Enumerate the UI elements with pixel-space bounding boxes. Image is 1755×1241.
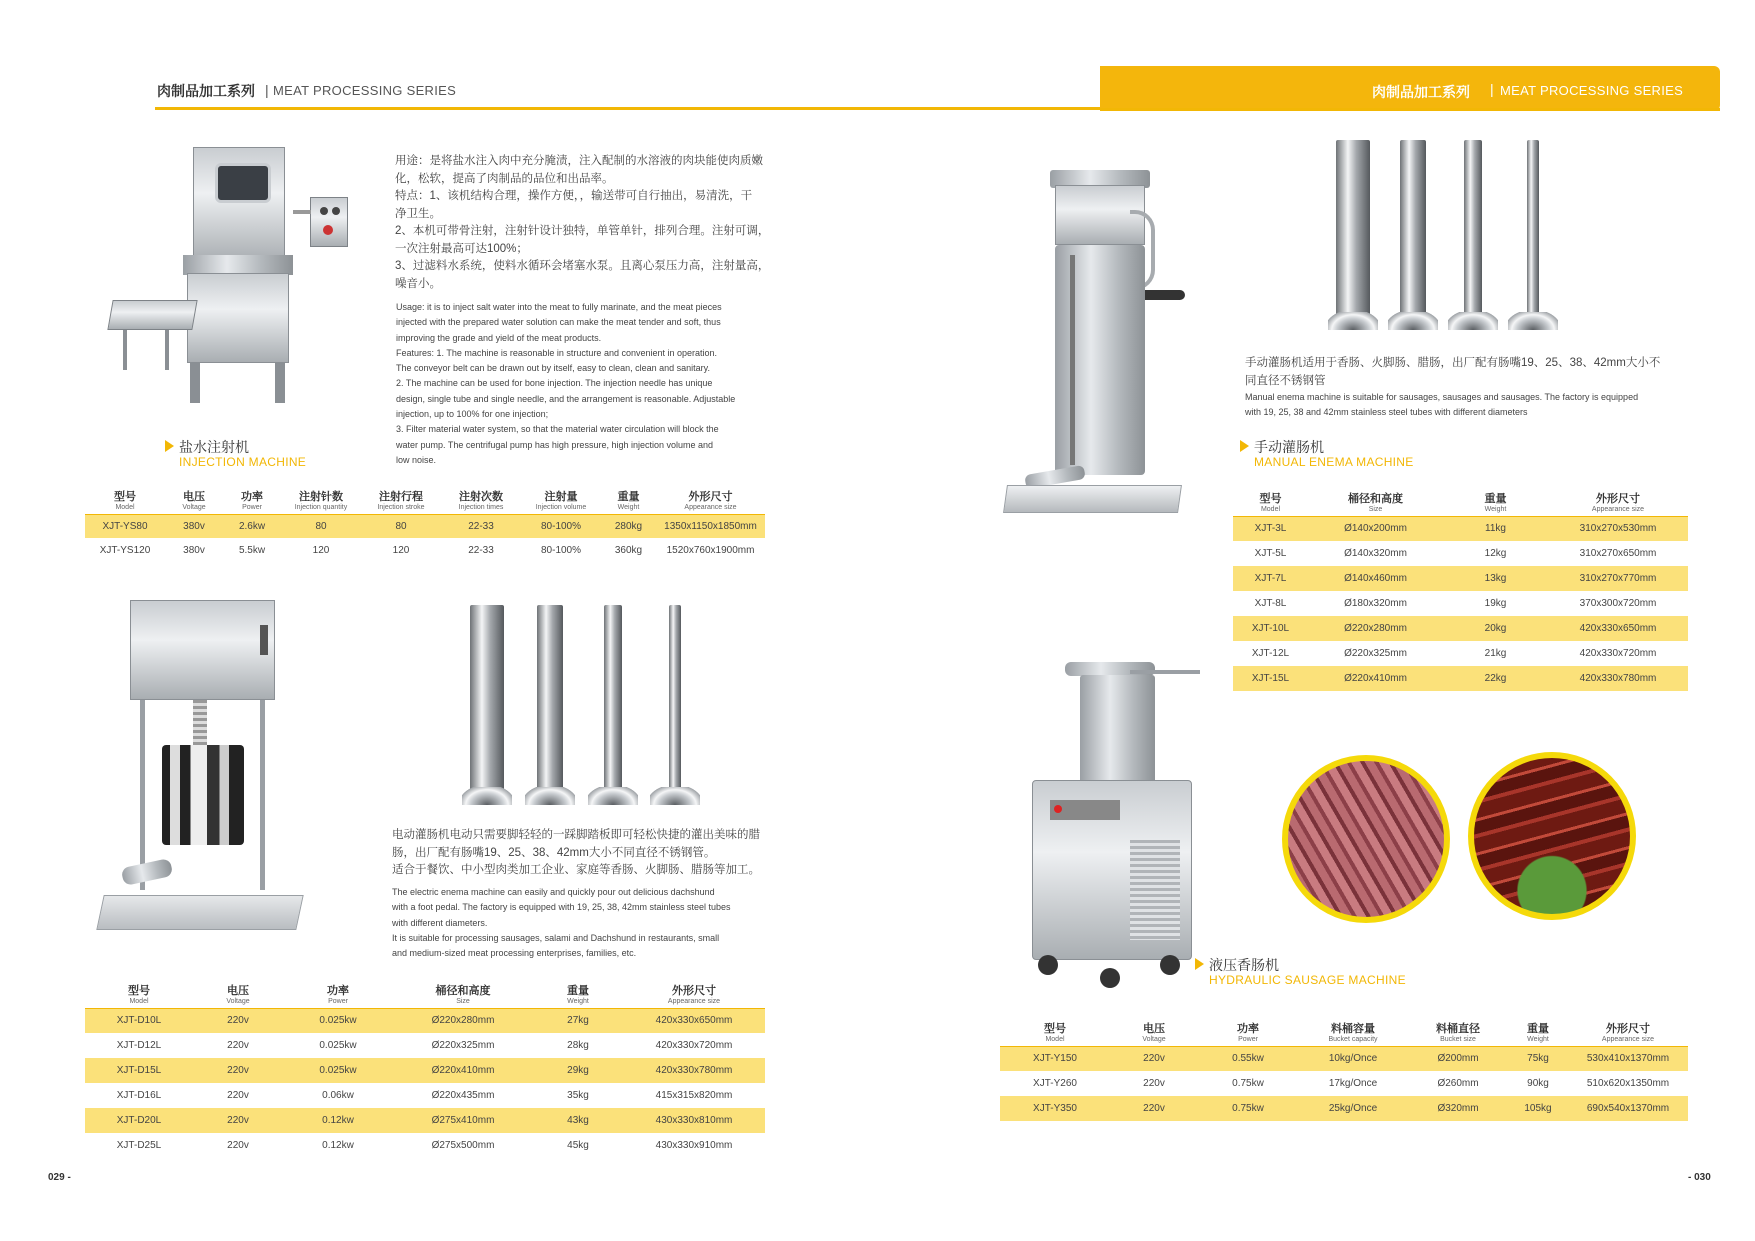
desc-line: The conveyor belt can be drawn out by itself, easy to clean, clean and sanitary.	[396, 363, 711, 374]
table-cell: 420x330x780mm	[623, 1058, 765, 1083]
column-header	[1233, 490, 1308, 516]
column-header	[223, 484, 281, 514]
table-cell: 220v	[193, 1108, 283, 1133]
column-header-cn: 外形尺寸	[1596, 492, 1640, 505]
column-header-en: Size	[456, 997, 470, 1005]
table-cell: Ø220x325mm	[1344, 648, 1407, 659]
column-header	[1198, 1020, 1298, 1046]
column-header	[1508, 1020, 1568, 1046]
column-header-cn: 电压	[227, 984, 249, 997]
table-cell: XJT-7L	[1233, 566, 1308, 591]
left-page-header	[155, 80, 1105, 110]
table-cell: 13kg	[1443, 566, 1548, 591]
column-header-cn: 重量	[1484, 492, 1507, 505]
table-cell: XJT-15L	[1233, 666, 1308, 691]
table-cell: XJT-YS120	[99, 544, 151, 556]
table-cell: XJT-5L	[1254, 548, 1287, 559]
table-cell: 0.75kw	[1232, 1078, 1264, 1089]
table-cell: 90kg	[1527, 1078, 1549, 1089]
table-cell: 5.5kw	[238, 544, 266, 556]
table-cell: 420x330x780mm	[1548, 666, 1688, 691]
table-cell: 75kg	[1508, 1046, 1568, 1071]
table-cell: 1350x1150x1850mm	[656, 514, 765, 538]
table-cell: 420x330x720mm	[1579, 648, 1657, 659]
table-cell: 0.12kw	[283, 1108, 393, 1133]
table-cell: 27kg	[533, 1008, 623, 1033]
column-header	[623, 982, 765, 1008]
desc-line: 一次注射最高可达100%；	[395, 242, 528, 255]
table-cell: 0.025kw	[283, 1008, 393, 1033]
table-cell: XJT-12L	[1251, 648, 1290, 659]
injection-title	[165, 437, 365, 477]
desc-line: 手动灌肠机适用于香肠、火脚肠、腊肠，出厂配有肠嘴19、25、38、42mm大小不	[1245, 357, 1661, 369]
desc-line: with 19, 25, 38 and 42mm stainless steel tubes with different diameters	[1245, 407, 1528, 418]
column-header	[85, 982, 193, 1008]
column-header-en: Voltage	[182, 503, 206, 511]
column-header-en: Injection volume	[535, 503, 587, 511]
table-cell: Ø220x410mm	[1308, 666, 1443, 691]
header-separator: |	[1490, 81, 1494, 97]
desc-line: The electric enema machine can easily and quickly pour out delicious dachshund	[392, 887, 715, 897]
column-header	[85, 484, 165, 514]
column-header-en: Appearance size	[1601, 1035, 1655, 1043]
table-cell: 370x300x720mm	[1579, 598, 1657, 609]
table-cell: 530x410x1370mm	[1568, 1046, 1688, 1071]
table-cell: 310x270x650mm	[1579, 548, 1657, 559]
hydraulic-title	[1195, 955, 1475, 995]
table-row	[1000, 1071, 1688, 1096]
table-cell: 25kg/Once	[1298, 1096, 1408, 1121]
column-header-en: Size	[1368, 505, 1383, 513]
table-cell: 11kg	[1443, 516, 1548, 541]
table-cell: XJT-Y260	[1033, 1078, 1077, 1089]
column-header-en: Bucket capacity	[1328, 1035, 1378, 1043]
table-cell: 28kg	[567, 1040, 589, 1051]
nozzle-image	[525, 605, 575, 805]
desc-line: 净卫生。	[395, 207, 441, 220]
table-row	[85, 1033, 765, 1058]
table-cell: 220v	[1110, 1096, 1198, 1121]
column-header-en: Weight	[617, 503, 640, 511]
column-header-en: Appearance size	[1591, 505, 1645, 513]
table-cell: XJT-10L	[1233, 616, 1308, 641]
table-cell: 1520x760x1900mm	[666, 544, 755, 556]
column-header-cn: 桶径和高度	[435, 984, 491, 997]
sausage-photo-1	[1282, 755, 1450, 923]
table-cell: 12kg	[1484, 548, 1507, 559]
table-cell: 29kg	[533, 1058, 623, 1083]
column-header-en: Model	[1045, 1035, 1065, 1043]
desc-line: Usage: it is to inject salt water into the meat to fully marinate, and the meat pieces	[396, 302, 722, 312]
table-cell: 420x330x650mm	[1548, 616, 1688, 641]
column-header-cn: 桶径和高度	[1348, 492, 1403, 505]
desc-line: 适合于餐饮、中小型肉类加工企业、家庭等香肠、火脚肠、腊肠等加工。	[392, 864, 760, 876]
table-row	[1000, 1046, 1688, 1071]
column-header-cn: 型号	[1259, 492, 1282, 505]
column-header-cn: 功率	[241, 490, 263, 503]
column-header	[393, 982, 533, 1008]
table-cell: XJT-D16L	[116, 1090, 162, 1101]
column-header-en: Weight	[1484, 505, 1507, 513]
header-rule	[1100, 108, 1720, 111]
table-cell: 430x330x910mm	[655, 1140, 733, 1151]
column-header	[1568, 1020, 1688, 1046]
column-header-en: Appearance size	[684, 503, 737, 511]
column-header-en: Appearance size	[667, 997, 721, 1005]
table-cell: Ø220x435mm	[431, 1090, 495, 1101]
injection-machine-image	[105, 145, 375, 415]
table-cell: 0.55kw	[1198, 1046, 1298, 1071]
page-number-left: 029 -	[48, 1172, 71, 1183]
table-cell: 120	[312, 544, 330, 556]
desc-line: injection, up to 100% for one injection;	[396, 409, 549, 420]
column-header-en: Voltage	[1142, 1035, 1166, 1043]
desc-line: injected with the prepared water solution can make the meat tender and soft, thus	[396, 317, 721, 328]
page-number-right: - 030	[1688, 1172, 1711, 1183]
desc-line: 3、过滤料水系统，使料水循环会堵塞水泵。且离心泵压力高，注射量高，	[395, 260, 770, 272]
table-cell: 220v	[193, 1008, 283, 1033]
column-header	[601, 484, 656, 514]
manual-description-en	[1245, 390, 1715, 421]
table-cell: 415x315x820mm	[655, 1090, 733, 1101]
header-title-cn: 肉制品加工系列	[1372, 84, 1470, 100]
desc-line: 用途：是将盐水注入肉中充分腌渍，注入配制的水溶液的肉块能使肉质嫩	[395, 155, 763, 167]
nozzle-image	[1508, 140, 1558, 330]
column-header-en: Model	[1260, 505, 1281, 513]
table-cell: 510x620x1350mm	[1586, 1078, 1670, 1089]
table-row	[85, 514, 765, 538]
desc-line: 电动灌肠机电动只需要脚轻轻的一踩脚踏板即可轻松快捷的灌出美味的腊	[392, 829, 760, 841]
desc-line: 2、本机可带骨注射，注射针设计独特，单管单针，排列合理。注射可调，	[395, 225, 770, 237]
electric-enema-machine-image	[100, 595, 320, 950]
table-row	[85, 1133, 765, 1158]
column-header-en: Bucket size	[1440, 1035, 1476, 1043]
table-cell: 19kg	[1484, 598, 1507, 609]
table-cell: Ø220x325mm	[431, 1040, 495, 1051]
column-header	[1443, 490, 1548, 516]
table-row	[85, 1058, 765, 1083]
table-row	[85, 1083, 765, 1108]
product-title-en: INJECTION MACHINE	[179, 455, 307, 469]
table-cell: Ø200mm	[1408, 1046, 1508, 1071]
column-header	[281, 484, 361, 514]
desc-line: Features: 1. The machine is reasonable in structure and convenient in operation.	[396, 347, 718, 358]
column-header	[1548, 490, 1688, 516]
column-header	[193, 982, 283, 1008]
table-cell: 17kg/Once	[1328, 1078, 1378, 1089]
column-header-en: Weight	[567, 997, 589, 1005]
product-title-en: MANUAL ENEMA MACHINE	[1254, 455, 1414, 469]
table-cell: 380v	[165, 514, 223, 538]
table-cell: Ø140x460mm	[1308, 566, 1443, 591]
electric-spec-table	[85, 982, 765, 1158]
table-cell: XJT-D20L	[85, 1108, 193, 1133]
injection-description-en	[396, 300, 788, 468]
desc-line: 化，松软，提高了肉制品的品位和出品率。	[395, 172, 614, 185]
table-cell: Ø320mm	[1408, 1096, 1508, 1121]
table-cell: Ø220x410mm	[393, 1058, 533, 1083]
column-header-cn: 型号	[1044, 1022, 1066, 1035]
table-cell: XJT-D15L	[85, 1058, 193, 1083]
desc-line: 2. The machine can be used for bone injection. The injection needle has unique	[396, 378, 713, 389]
right-page-header	[1100, 66, 1720, 111]
desc-line: 特点：1、该机结构合理，操作方便，，输送带可自行抽出，易清洗，干	[395, 190, 753, 202]
manual-description-cn	[1245, 355, 1705, 390]
column-header-en: Injection quantity	[294, 503, 348, 511]
column-header	[1000, 1020, 1110, 1046]
column-header-en: Power	[242, 503, 262, 511]
table-cell: 220v	[227, 1140, 249, 1151]
desc-line: It is suitable for processing sausages, salami and Dachshund in restaurants, small	[392, 932, 720, 943]
column-header-en: Injection stroke	[377, 503, 425, 511]
column-header	[361, 484, 441, 514]
nozzle-image	[588, 605, 638, 805]
table-cell: 0.75kw	[1198, 1096, 1298, 1121]
hydraulic-sausage-machine-image	[1010, 650, 1200, 995]
header-title-en: MEAT PROCESSING SERIES	[1500, 83, 1684, 98]
triangle-arrow-icon	[165, 440, 174, 452]
table-cell: 0.12kw	[322, 1140, 354, 1151]
column-header-cn: 功率	[1237, 1022, 1259, 1035]
table-cell: 360kg	[614, 544, 643, 556]
product-title-cn: 盐水注射机	[179, 439, 249, 455]
table-cell: 220v	[1143, 1078, 1165, 1089]
column-header-cn: 外形尺寸	[688, 490, 733, 503]
table-cell: Ø275x500mm	[431, 1140, 495, 1151]
column-header-cn: 外形尺寸	[1606, 1022, 1650, 1035]
column-header-cn: 注射针数	[299, 490, 343, 503]
nozzle-image	[1388, 140, 1438, 330]
table-cell: 45kg	[567, 1140, 589, 1151]
table-cell: 2.6kw	[223, 514, 281, 538]
table-cell: XJT-8L	[1254, 598, 1287, 609]
table-cell: 220v	[227, 1090, 249, 1101]
column-header-en: Weight	[1527, 1035, 1549, 1043]
table-cell: 420x330x720mm	[655, 1040, 733, 1051]
table-cell: 420x330x650mm	[623, 1008, 765, 1033]
table-cell: XJT-Y150	[1000, 1046, 1110, 1071]
column-header	[656, 484, 765, 514]
column-header	[1110, 1020, 1198, 1046]
table-cell: 80	[281, 514, 361, 538]
table-cell: 280kg	[601, 514, 656, 538]
desc-line: with a foot pedal. The factory is equipped with 19, 25, 38, 42mm stainless steel tubes	[392, 902, 731, 913]
table-cell: 430x330x810mm	[623, 1108, 765, 1133]
manual-enema-machine-image	[1000, 165, 1200, 530]
table-cell: Ø275x410mm	[393, 1108, 533, 1133]
electric-description-cn	[392, 827, 792, 880]
table-cell: XJT-D10L	[85, 1008, 193, 1033]
table-cell: Ø140x320mm	[1344, 548, 1407, 559]
table-cell: 22-33	[441, 514, 521, 538]
column-header-cn: 功率	[327, 984, 349, 997]
table-cell: 80-100%	[521, 514, 601, 538]
triangle-arrow-icon	[1240, 440, 1249, 452]
table-cell: 0.06kw	[322, 1090, 354, 1101]
table-cell: 310x270x530mm	[1548, 516, 1688, 541]
header-title-en: MEAT PROCESSING SERIES	[273, 83, 457, 98]
table-cell: 80-100%	[540, 544, 582, 556]
nozzle-image	[1328, 140, 1378, 330]
table-row	[1233, 516, 1688, 541]
table-cell: 0.025kw	[319, 1040, 357, 1051]
table-cell: Ø140x200mm	[1308, 516, 1443, 541]
table-cell: 120	[392, 544, 410, 556]
header-title-cn: 肉制品加工系列	[157, 83, 255, 99]
injection-spec-table	[85, 484, 765, 562]
manual-spec-table	[1233, 490, 1688, 691]
column-header-cn: 重量	[1527, 1022, 1549, 1035]
table-row	[85, 1108, 765, 1133]
column-header	[441, 484, 521, 514]
table-row	[1233, 666, 1688, 691]
column-header-en: Injection times	[458, 503, 504, 511]
triangle-arrow-icon	[1195, 958, 1204, 970]
column-header	[1408, 1020, 1508, 1046]
desc-line: and medium-sized meat processing enterprises, families, etc.	[392, 948, 637, 959]
table-cell: Ø260mm	[1437, 1078, 1479, 1089]
nozzle-image	[462, 605, 512, 805]
desc-line: design, single tube and single needle, and the arrangement is reasonable. Adjustable	[396, 393, 736, 404]
table-cell: 220v	[227, 1040, 249, 1051]
table-cell: 380v	[183, 544, 205, 556]
column-header-cn: 型号	[114, 490, 136, 503]
column-header-cn: 电压	[1143, 1022, 1165, 1035]
table-cell: XJT-Y350	[1000, 1096, 1110, 1121]
table-row	[1000, 1096, 1688, 1121]
column-header-en: Voltage	[226, 997, 250, 1005]
table-row	[1233, 541, 1688, 566]
column-header-cn: 料桶容量	[1331, 1022, 1375, 1035]
column-header-cn: 注射量	[544, 490, 578, 503]
electric-description-en	[392, 885, 792, 961]
table-cell: 220v	[1110, 1046, 1198, 1071]
injection-description-cn	[395, 153, 785, 293]
table-row	[85, 538, 765, 562]
desc-line: low noise.	[396, 454, 437, 465]
product-title-en: HYDRAULIC SAUSAGE MACHINE	[1209, 973, 1406, 987]
table-cell: 690x540x1370mm	[1568, 1096, 1688, 1121]
column-header-cn: 外形尺寸	[672, 984, 716, 997]
table-cell: 21kg	[1484, 648, 1507, 659]
table-cell: 20kg	[1443, 616, 1548, 641]
desc-line: 同直径不锈钢管	[1245, 374, 1326, 387]
column-header	[165, 484, 223, 514]
column-header	[533, 982, 623, 1008]
table-cell: 80	[361, 514, 441, 538]
column-header-cn: 重量	[617, 490, 640, 503]
nozzle-image	[1448, 140, 1498, 330]
column-header	[1308, 490, 1443, 516]
table-cell: XJT-D12L	[116, 1040, 162, 1051]
table-row	[85, 1008, 765, 1033]
table-cell: 22-33	[468, 544, 494, 556]
table-cell: Ø180x320mm	[1344, 598, 1407, 609]
product-title-cn: 液压香肠机	[1209, 957, 1279, 973]
column-header	[521, 484, 601, 514]
desc-line: 肠，出厂配有肠嘴19、25、38、42mm大小不同直径不锈钢管。	[392, 846, 716, 859]
table-cell: XJT-D25L	[116, 1140, 162, 1151]
table-cell: 10kg/Once	[1298, 1046, 1408, 1071]
column-header-cn: 料桶直径	[1436, 1022, 1480, 1035]
column-header-en: Model	[129, 997, 149, 1005]
table-cell: 105kg	[1508, 1096, 1568, 1121]
table-cell: 220v	[193, 1058, 283, 1083]
column-header-en: Power	[1238, 1035, 1258, 1043]
manual-enema-title	[1240, 437, 1490, 477]
table-cell: Ø220x280mm	[1308, 616, 1443, 641]
desc-line: water pump. The centrifugal pump has high pressure, high injection volume and	[396, 439, 714, 450]
table-cell: 310x270x770mm	[1548, 566, 1688, 591]
table-cell: 22kg	[1443, 666, 1548, 691]
column-header-cn: 注射次数	[459, 490, 503, 503]
column-header-cn: 重量	[567, 984, 589, 997]
desc-line: improving the grade and yield of the meat products.	[396, 332, 602, 343]
table-cell: Ø220x280mm	[393, 1008, 533, 1033]
desc-line: 3. Filter material water system, so that the material water circulation will block the	[396, 424, 719, 435]
table-row	[1233, 616, 1688, 641]
column-header-cn: 型号	[128, 984, 150, 997]
nozzle-image	[650, 605, 700, 805]
table-cell: XJT-YS80	[85, 514, 165, 538]
table-cell: 43kg	[533, 1108, 623, 1133]
table-row	[1233, 641, 1688, 666]
table-row	[1233, 591, 1688, 616]
desc-line: with different diameters.	[392, 917, 488, 928]
column-header-en: Model	[115, 503, 135, 511]
column-header	[1298, 1020, 1408, 1046]
sausage-photo-2	[1468, 752, 1636, 920]
column-header	[283, 982, 393, 1008]
table-cell: 0.025kw	[283, 1058, 393, 1083]
header-separator: |	[265, 82, 269, 98]
desc-line: Manual enema machine is suitable for sausages, sausages and sausages. The factory is equipped	[1245, 392, 1639, 402]
desc-line: 噪音小。	[395, 277, 441, 290]
column-header-cn: 电压	[183, 490, 205, 503]
table-cell: XJT-3L	[1233, 516, 1308, 541]
table-row	[1233, 566, 1688, 591]
product-title-cn: 手动灌肠机	[1254, 439, 1324, 455]
hydraulic-spec-table	[1000, 1020, 1688, 1121]
table-cell: 35kg	[567, 1090, 589, 1101]
column-header-en: Power	[328, 997, 348, 1005]
column-header-cn: 注射行程	[379, 490, 423, 503]
